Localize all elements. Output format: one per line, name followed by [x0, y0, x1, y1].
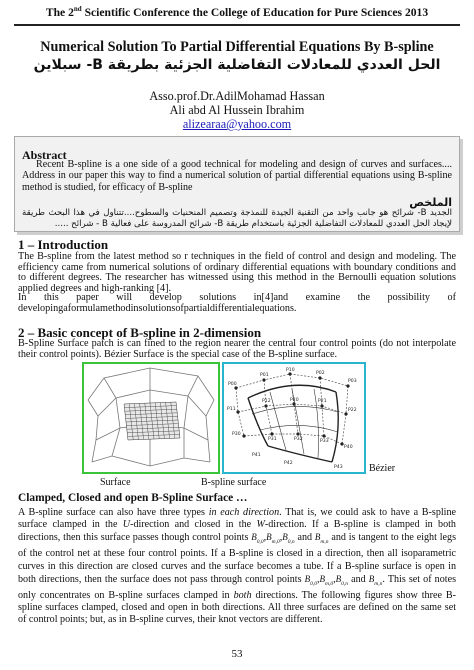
- text-run: directions. The following figures show three B-spline surfaces clamped, closed and open in both directions. All three surfaces are defined on the same set of control points; but, as in B-spline curves, their knot vectors are different.: [18, 589, 456, 626]
- paper-title-arabic: الحل العددي للمعادلات التفاضلية الجزئية بطريقة B- سبلاين: [33, 57, 441, 73]
- figure-caption-surface: Surface: [100, 477, 131, 488]
- control-point-label: P41: [252, 453, 261, 458]
- index: m,n: [374, 580, 383, 587]
- emphasis: U: [122, 519, 131, 531]
- control-point-symbol: $B_{0,0}$: [304, 573, 317, 587]
- emphasis: both: [233, 589, 252, 601]
- control-point-label: P42: [284, 461, 293, 466]
- text-run: -direction and closed in the: [130, 519, 257, 531]
- bspline-surface-figure: [222, 362, 366, 474]
- index: m,0: [271, 539, 280, 546]
- text-run: . This set of notes only concentrates on B-spline surfaces clamped in: [18, 573, 456, 601]
- bezier-label: Bézier: [369, 463, 396, 474]
- index: 0,0: [310, 580, 317, 587]
- control-point-label: P12: [262, 399, 271, 404]
- control-point-symbol: $B_{0,n}$: [335, 573, 349, 587]
- text-run: -direction. If a B-spline is clamped in both directions, then this surface passes though control points: [18, 519, 456, 544]
- index: 0,n: [287, 539, 295, 546]
- index: m,0: [325, 580, 334, 587]
- control-point-label: P00: [228, 382, 237, 387]
- intro-paragraph-1: The B-spline from the latest method so r techniques in the field of control and design and modeling. The efficiency came from numerical solutions of ordinary differential equations with boundary conditions and to different degrees. The researcher has witnessed using this method in the Bernoulli equation solutions applied degrees and high-ranking [4].: [18, 251, 456, 294]
- control-point-label: P11: [227, 407, 236, 412]
- control-point-label: P40: [344, 445, 353, 450]
- author-2: Ali abd Al Hussein Ibrahim: [169, 103, 305, 117]
- text-run: and: [348, 573, 369, 585]
- control-point-symbol: $B_{m,0}$: [319, 573, 334, 587]
- index: 0,0: [256, 539, 264, 546]
- text-run: and: [294, 532, 315, 544]
- control-point-label: P02: [316, 371, 325, 376]
- control-point-symbol: $B_{m,n}$: [314, 532, 329, 546]
- author-email-link[interactable]: alizearaa@yahoo.com: [182, 117, 292, 131]
- index: m,n: [320, 539, 329, 546]
- control-net-drawing: [84, 364, 218, 472]
- control-point-symbol: $B_{m,n}$: [368, 573, 383, 587]
- control-point-label: P03: [348, 379, 357, 384]
- figure-caption-bspline: B-spline surface: [201, 477, 267, 488]
- index: 0,n: [341, 580, 349, 587]
- paper-title: Numerical Solution To Partial Differential Equations By B-spline: [40, 39, 434, 55]
- control-point-label: P33: [320, 439, 329, 444]
- text-run: . That is, we could ask to have a B-spline surface clamped in the: [18, 507, 456, 531]
- subsection-heading: Clamped, Closed and open B-Spline Surface …: [18, 492, 248, 504]
- abstract-text: Recent B-spline is a one side of a good technical for modeling and design of curves and surfaces.... Address in our paper this way to find a numerical solution of partial differential equations using B-spline method is studied, for efficacy of B-spline: [22, 159, 452, 193]
- text-run: and is tangent to the eight legs of the control net at these four control points. If a B-spline is closed in a direction, then all isoparametric curves in this direction are closed curves and the surface becomes a tube. If a B-spline surface is open in both directions, then the surface does not pass through control points: [18, 532, 456, 585]
- page-number: 53: [231, 648, 243, 660]
- intro-paragraph-2: In this paper will develop solutions in[4]and examine the possibility of developingaformulamethodinsolutionsofpartialdifferentialequations.: [18, 292, 456, 314]
- clamped-surface-paragraph: A B-spline surface can also have three types in each direction. That is, we could ask to have a B-spline surface clamped in the U-direction and closed in the W-direction. If a B-spline is clamped in both directions, then this surface passes though control points $B_{0,0},B_{m,0},B_{0,n}$ and $B_{m,n}$ and is tangent to the eight legs of the control net at these four control points. If a B-spline is closed in a direction, then all isoparametric curves in this direction are closed curves and the surface becomes a tube. If a B-spline surface is open in both directions, then the surface does not pass through control points $B_{0,0},B_{m,0},B_{0,n}$ and $B_{m,n}$. This set of notes only concentrates on B-spline surfaces clamped in both directions. The following figures show three B-spline surfaces clamped, closed and open in both directions. All three surfaces are defined on the same set of control points; but, as in B-spline curves, their knot vectors are different.: [18, 507, 456, 626]
- control-point-label: P31: [268, 437, 277, 442]
- emphasis: in each direction: [208, 507, 280, 518]
- surface-control-net-figure: [82, 362, 220, 474]
- emphasis: W: [256, 519, 265, 531]
- control-point-label: P10: [286, 368, 295, 373]
- control-point-symbol: $B_{0,0}$: [251, 532, 264, 546]
- control-point-symbol: $B_{0,n}$: [282, 532, 295, 546]
- abstract-heading: Abstract: [22, 148, 67, 162]
- control-point-label: P01: [260, 373, 269, 378]
- control-point-label: P22: [348, 408, 357, 413]
- control-point-label: P43: [334, 465, 343, 470]
- author-1: Asso.prof.Dr.AdilMohamad Hassan: [149, 89, 325, 103]
- control-point-symbol: $B_{m,0}$: [266, 532, 280, 546]
- control-point-label: P32: [294, 437, 303, 442]
- bspline-surface-drawing: [224, 364, 364, 472]
- section-2-paragraph: B-Spline Surface patch is can fined to the region nearer the central four control points (do not interpolate their control points). Bézier Surface is the special case of the B-spline surface.: [18, 338, 456, 360]
- conference-header: [0, 6, 474, 19]
- control-point-label: P21: [318, 399, 327, 404]
- arabic-abstract-text: الجديد B- شرائح هو جانب واحد من التقنية الجيدة للنمذجة وتصميم المنحنيات والسطوح....تتناول في هذا البحث طريقة لإيجاد الحل العددي للمعادلات التفاضلية الجزئية باستخدام طريقة B- شرائح المدروسة على فعالية B - شرائح .....: [22, 208, 452, 229]
- conference-ordinal: The 2: [45, 6, 74, 19]
- control-point-label: P20: [290, 398, 299, 403]
- arabic-abstract-heading: الملخص: [409, 196, 452, 209]
- header-rule: [14, 24, 460, 26]
- section-2-heading: 2 – Basic concept of B-spline in 2-dimension: [18, 325, 262, 340]
- conference-name: Scientific Conference the College of Education for Pure Sciences 2013: [81, 6, 429, 19]
- control-point-label: P30: [232, 432, 241, 437]
- section-1-heading: 1 – Introduction: [18, 237, 109, 252]
- conference-ordinal-suffix: nd: [73, 5, 82, 14]
- text-run: A B-spline surface can also have three types: [18, 507, 209, 518]
